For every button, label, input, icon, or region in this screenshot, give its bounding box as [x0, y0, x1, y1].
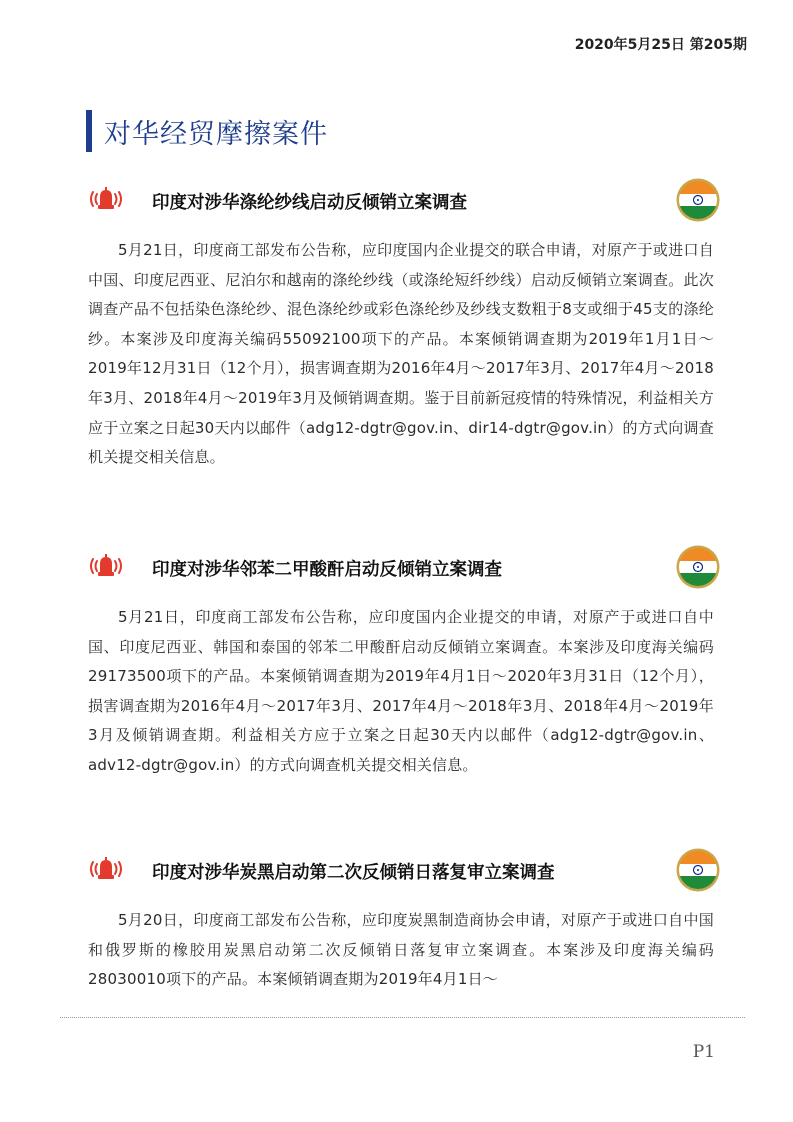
case-title: 印度对涉华涤纶纱线启动反倾销立案调查 [152, 193, 467, 213]
header-date: 2020年5月25日 第205期 [574, 37, 747, 53]
footer-divider [60, 1017, 745, 1018]
india-flag-icon [676, 178, 720, 222]
case-title: 印度对涉华炭黑启动第二次反倾销日落复审立案调查 [152, 863, 555, 883]
india-flag-icon [676, 545, 720, 589]
alarm-bell-icon [88, 551, 124, 581]
case-body: 5月20日，印度商工部发布公告称，应印度炭黑制造商协会申请，对原产于或进口自中国和俄罗斯的橡胶用炭黑启动第二次反倾销日落复审立案调查。本案涉及印度海关编码28030010项下的产品。本案倾销调查期为2019年4月1日～ [88, 911, 714, 989]
section-title-text: 对华经贸摩擦案件 [104, 118, 328, 150]
case-body: 5月21日，印度商工部发布公告称，应印度国内企业提交的联合申请，对原产于或进口自中国、印度尼西亚、尼泊尔和越南的涤纶纱线（或涤纶短纤纱线）启动反倾销立案调查。此次调查产品不包括染色涤纶纱、混色涤纶纱或彩色涤纶纱及纱线支数粗于8支或细于45支的涤纶纱。本案涉及印度海关编码55092100项下的产品。本案倾销调查期为2019年1月1日～2019年12月31日（12个月），损害调查期为2016年4月～2017年3月、2017年4月～2018年3月、2018年4月～2019年3月及倾销调查期。鉴于目前新冠疫情的特殊情况，利益相关方应于立案之日起30天内以邮件（adg12-dgtr@gov.in、dir14-dgtr@gov.in）的方式向调查机关提交相关信息。 [88, 241, 714, 467]
case-item [88, 545, 714, 781]
section-title-bar [86, 110, 92, 152]
india-flag-icon [676, 848, 720, 892]
case-header [88, 848, 714, 894]
alarm-bell-icon [88, 854, 124, 884]
section-title [86, 110, 328, 152]
case-item [88, 848, 714, 995]
case-header [88, 545, 714, 591]
page-number: P1 [692, 1042, 715, 1062]
alarm-bell-icon [88, 184, 124, 214]
case-item [88, 178, 714, 473]
case-body: 5月21日，印度商工部发布公告称，应印度国内企业提交的申请，对原产于或进口自中国、印度尼西亚、韩国和泰国的邻苯二甲酸酐启动反倾销立案调查。本案涉及印度海关编码29173500项下的产品。本案倾销调查期为2019年4月1日～2020年3月31日（12个月），损害调查期为2016年4月～2017年3月、2017年4月～2018年3月、2018年4月～2019年3月及倾销调查期。利益相关方应于立案之日起30天内以邮件（adg12-dgtr@gov.in、adv12-dgtr@gov.in）的方式向调查机关提交相关信息。 [88, 608, 714, 774]
case-title: 印度对涉华邻苯二甲酸酐启动反倾销立案调查 [152, 560, 502, 580]
case-header [88, 178, 714, 224]
